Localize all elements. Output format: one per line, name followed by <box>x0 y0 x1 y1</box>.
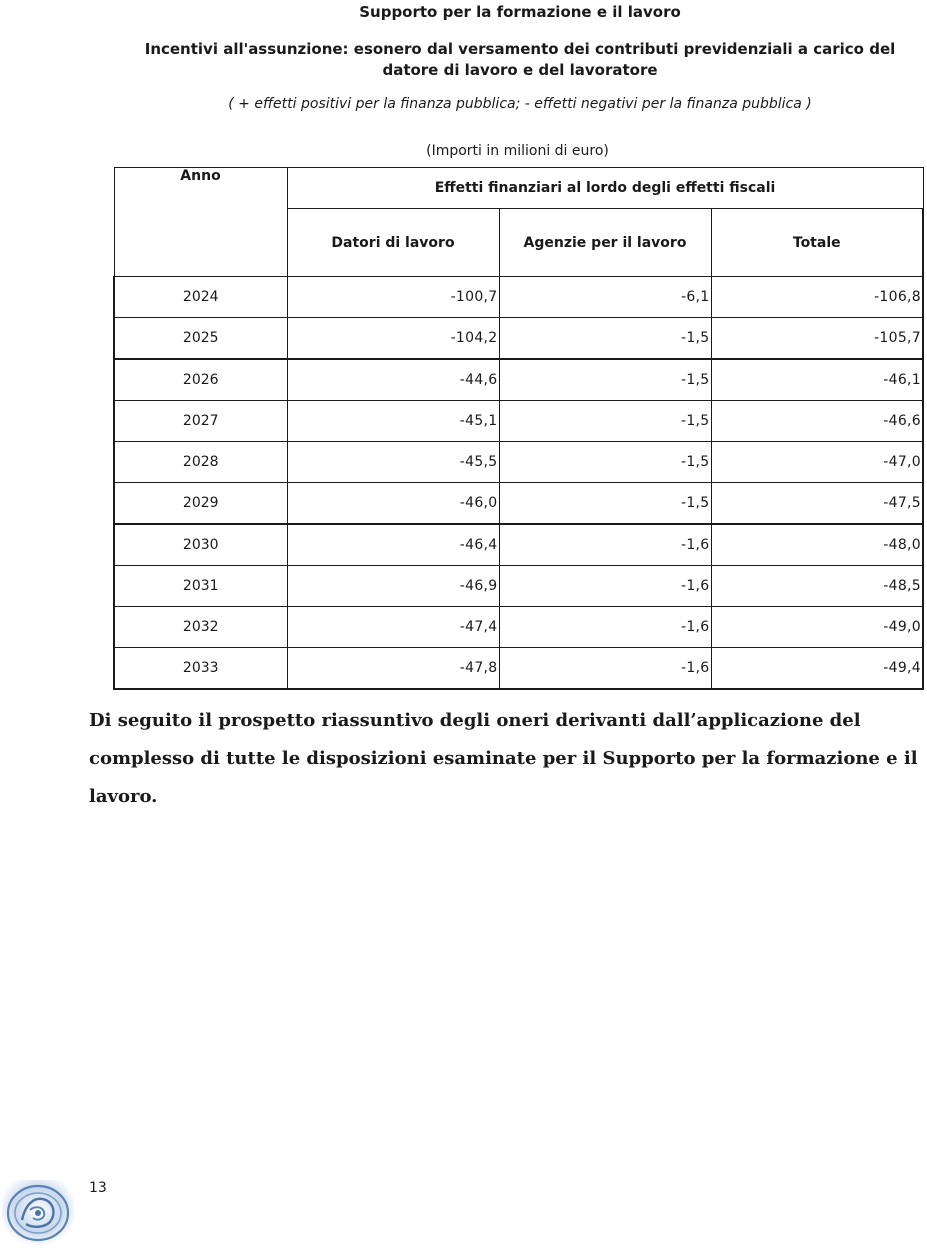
sign-legend: ( + effetti positivi per la finanza pubblica; - effetti negativi per la finanza pubblica ) <box>228 96 812 112</box>
total-cell: -49,0 <box>711 607 923 648</box>
total-cell: -47,0 <box>711 442 923 483</box>
summary-paragraph: Di seguito il prospetto riassuntivo degli oneri derivanti dall’applicazione del complesso di tutte le disposizioni esaminate per il Supporto per la formazione e il lavoro. <box>89 710 918 807</box>
table-row <box>114 566 923 607</box>
total-cell: -46,6 <box>711 401 923 442</box>
agencies-cell: -1,5 <box>499 359 711 401</box>
table-row <box>114 648 923 690</box>
table-row <box>114 401 923 442</box>
total-cell: -49,4 <box>711 648 923 690</box>
agencies-cell: -1,6 <box>499 566 711 607</box>
employers-cell: -100,7 <box>287 277 499 318</box>
table-row <box>114 524 923 566</box>
year-cell: 2033 <box>114 648 287 690</box>
total-cell: -48,5 <box>711 566 923 607</box>
agencies-column-header: Agenzie per il lavoro <box>499 209 711 277</box>
employers-cell: -47,8 <box>287 648 499 690</box>
agencies-cell: -1,5 <box>499 483 711 525</box>
table-row <box>114 442 923 483</box>
agencies-cell: -1,5 <box>499 442 711 483</box>
year-cell: 2030 <box>114 524 287 566</box>
section-title: Supporto per la formazione e il lavoro <box>359 3 681 21</box>
agencies-cell: -1,6 <box>499 607 711 648</box>
parliament-emblem-icon <box>2 1180 74 1246</box>
employers-cell: -104,2 <box>287 318 499 360</box>
units-note: (Importi in milioni di euro) <box>426 143 609 159</box>
financial-effects-table <box>113 167 924 690</box>
year-cell: 2031 <box>114 566 287 607</box>
table-row <box>114 359 923 401</box>
year-column-header: Anno <box>114 168 287 277</box>
year-cell: 2029 <box>114 483 287 525</box>
table-row <box>114 318 923 360</box>
year-cell: 2027 <box>114 401 287 442</box>
page-number: 13 <box>89 1180 107 1196</box>
measure-title: Incentivi all'assunzione: esonero dal versamento dei contributi previdenziali a carico del datore di lavoro e del lavoratore <box>144 40 896 79</box>
agencies-cell: -1,5 <box>499 318 711 360</box>
employers-column-header: Datori di lavoro <box>287 209 499 277</box>
agencies-cell: -1,6 <box>499 648 711 690</box>
total-cell: -46,1 <box>711 359 923 401</box>
total-cell: -105,7 <box>711 318 923 360</box>
employers-cell: -44,6 <box>287 359 499 401</box>
total-column-header: Totale <box>711 209 923 277</box>
year-cell: 2028 <box>114 442 287 483</box>
total-cell: -47,5 <box>711 483 923 525</box>
year-cell: 2024 <box>114 277 287 318</box>
employers-cell: -45,5 <box>287 442 499 483</box>
table-row <box>114 277 923 318</box>
effects-group-header: Effetti finanziari al lordo degli effetti fiscali <box>287 168 923 209</box>
employers-cell: -46,9 <box>287 566 499 607</box>
agencies-cell: -1,5 <box>499 401 711 442</box>
year-cell: 2026 <box>114 359 287 401</box>
total-cell: -106,8 <box>711 277 923 318</box>
table-row <box>114 483 923 525</box>
table-row <box>114 607 923 648</box>
total-cell: -48,0 <box>711 524 923 566</box>
employers-cell: -45,1 <box>287 401 499 442</box>
employers-cell: -46,0 <box>287 483 499 525</box>
employers-cell: -47,4 <box>287 607 499 648</box>
year-cell: 2025 <box>114 318 287 360</box>
agencies-cell: -1,6 <box>499 524 711 566</box>
year-cell: 2032 <box>114 607 287 648</box>
agencies-cell: -6,1 <box>499 277 711 318</box>
employers-cell: -46,4 <box>287 524 499 566</box>
